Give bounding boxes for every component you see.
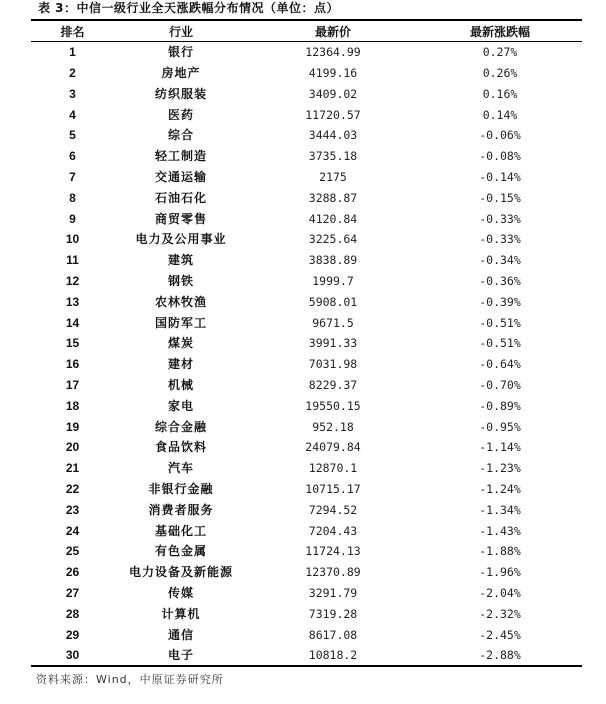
rank-cell: 10 bbox=[65, 232, 80, 247]
header-rank: 排名 bbox=[60, 25, 85, 39]
price-cell: 24079.84 bbox=[305, 440, 361, 455]
industry-cell: 建筑 bbox=[167, 253, 194, 268]
table-row bbox=[31, 146, 582, 167]
rank-cell: 21 bbox=[65, 461, 80, 476]
change-cell: 0.16% bbox=[482, 86, 518, 101]
change-cell: -1.14% bbox=[479, 440, 521, 455]
change-cell: -0.15% bbox=[479, 190, 521, 205]
table-row bbox=[31, 63, 582, 84]
price-cell: 3991.33 bbox=[308, 336, 358, 351]
industry-cell: 汽车 bbox=[167, 461, 194, 476]
price-cell: 5908.01 bbox=[308, 294, 358, 309]
rank-cell: 9 bbox=[69, 211, 76, 226]
rank-cell: 17 bbox=[65, 377, 80, 392]
change-cell: -1.96% bbox=[479, 565, 521, 580]
price-cell: 7319.28 bbox=[308, 606, 358, 621]
table-body bbox=[31, 42, 582, 666]
table-row bbox=[31, 625, 582, 646]
price-cell: 4120.84 bbox=[308, 211, 358, 226]
industry-cell: 通信 bbox=[167, 627, 194, 642]
price-cell: 2175 bbox=[319, 169, 347, 184]
table-row bbox=[31, 583, 582, 604]
price-cell: 3288.87 bbox=[308, 190, 358, 205]
table-row bbox=[31, 209, 582, 230]
industry-cell: 电子 bbox=[167, 648, 194, 663]
table-row bbox=[31, 645, 582, 666]
change-cell: -1.43% bbox=[479, 523, 521, 538]
industry-cell: 有色金属 bbox=[154, 544, 207, 559]
table-row bbox=[31, 167, 582, 188]
price-cell: 12870.1 bbox=[308, 461, 358, 476]
price-cell: 3838.89 bbox=[308, 253, 358, 268]
change-cell: -1.24% bbox=[479, 481, 521, 496]
top-rule bbox=[31, 19, 582, 21]
change-cell: -0.06% bbox=[479, 128, 521, 143]
industry-cell: 银行 bbox=[167, 45, 194, 60]
industry-cell: 建材 bbox=[167, 357, 194, 372]
change-cell: -0.36% bbox=[479, 273, 521, 288]
industry-cell: 基础化工 bbox=[154, 523, 207, 538]
industry-cell: 非银行金融 bbox=[148, 481, 214, 496]
industry-cell: 计算机 bbox=[161, 606, 201, 621]
rank-cell: 13 bbox=[65, 294, 80, 309]
table-row bbox=[31, 500, 582, 521]
rank-cell: 8 bbox=[69, 190, 76, 205]
table-row bbox=[31, 84, 582, 105]
table-row bbox=[31, 125, 582, 146]
table-row bbox=[31, 417, 582, 438]
rank-cell: 11 bbox=[66, 253, 79, 268]
price-cell: 3735.18 bbox=[308, 149, 358, 164]
rank-cell: 18 bbox=[65, 398, 80, 413]
rank-cell: 25 bbox=[65, 544, 80, 559]
industry-cell: 家电 bbox=[167, 398, 194, 413]
industry-cell: 食品饮料 bbox=[154, 440, 207, 455]
industry-cell: 综合 bbox=[167, 128, 194, 143]
header-industry: 行业 bbox=[168, 25, 193, 39]
rank-cell: 5 bbox=[69, 128, 76, 143]
price-cell: 952.18 bbox=[312, 419, 354, 434]
table-row bbox=[31, 604, 582, 625]
change-cell: -0.08% bbox=[479, 149, 521, 164]
price-cell: 8229.37 bbox=[308, 377, 358, 392]
industry-cell: 房地产 bbox=[161, 66, 201, 80]
price-cell: 8617.08 bbox=[308, 627, 358, 642]
price-cell: 3444.03 bbox=[308, 128, 358, 143]
industry-cell: 消费者服务 bbox=[148, 502, 214, 517]
price-cell: 10818.2 bbox=[308, 648, 358, 663]
change-cell: -0.51% bbox=[479, 315, 521, 330]
rank-cell: 14 bbox=[65, 315, 80, 330]
change-cell: -1.88% bbox=[479, 544, 521, 559]
change-cell: -0.51% bbox=[479, 336, 521, 351]
price-cell: 4199.16 bbox=[308, 66, 358, 80]
rank-cell: 29 bbox=[65, 627, 80, 642]
industry-cell: 交通运输 bbox=[154, 169, 207, 184]
rank-cell: 19 bbox=[65, 419, 80, 434]
rank-cell: 23 bbox=[65, 502, 80, 517]
industry-cell: 传媒 bbox=[167, 585, 194, 600]
price-cell: 10715.17 bbox=[305, 481, 361, 496]
change-cell: -0.89% bbox=[479, 398, 521, 413]
rank-cell: 30 bbox=[65, 648, 80, 663]
industry-cell: 煤炭 bbox=[167, 336, 194, 351]
change-cell: -2.04% bbox=[479, 585, 521, 600]
price-cell: 3291.79 bbox=[308, 585, 358, 600]
price-cell: 7204.43 bbox=[308, 523, 358, 538]
rank-cell: 16 bbox=[65, 357, 80, 372]
price-cell: 12364.99 bbox=[305, 45, 361, 60]
header-change: 最新涨跌幅 bbox=[469, 25, 530, 39]
industry-cell: 综合金融 bbox=[154, 419, 207, 434]
table-row bbox=[31, 188, 582, 209]
change-cell: -1.23% bbox=[479, 461, 521, 476]
industry-cell: 商贸零售 bbox=[154, 211, 207, 226]
change-cell: -0.39% bbox=[479, 294, 521, 309]
rank-cell: 27 bbox=[65, 585, 80, 600]
industry-cell: 纺织服装 bbox=[154, 86, 207, 101]
industry-cell: 钢铁 bbox=[167, 273, 194, 288]
price-cell: 3225.64 bbox=[308, 232, 358, 247]
price-cell: 19550.15 bbox=[305, 398, 361, 413]
rank-cell: 22 bbox=[65, 481, 80, 496]
table-title: 表 3：中信一级行业全天涨跌幅分布情况（单位：点） bbox=[38, 1, 340, 15]
price-cell: 11720.57 bbox=[305, 107, 361, 122]
price-cell: 7031.98 bbox=[308, 357, 358, 372]
table-row bbox=[31, 105, 582, 126]
table-row bbox=[31, 375, 582, 396]
table-row bbox=[31, 354, 582, 375]
industry-table bbox=[31, 22, 582, 666]
price-cell: 9671.5 bbox=[312, 315, 354, 330]
price-cell: 3409.02 bbox=[308, 86, 358, 101]
change-cell: -0.14% bbox=[479, 169, 521, 184]
change-cell: -0.33% bbox=[479, 211, 521, 226]
industry-cell: 电力设备及新能源 bbox=[128, 565, 233, 580]
change-cell: 0.14% bbox=[482, 107, 518, 122]
change-cell: -0.33% bbox=[479, 232, 521, 247]
table-row bbox=[31, 229, 582, 250]
industry-cell: 国防军工 bbox=[154, 315, 207, 330]
price-cell: 7294.52 bbox=[308, 502, 358, 517]
price-cell: 11724.13 bbox=[305, 544, 361, 559]
source-note: 资料来源：Wind，中原证券研究所 bbox=[36, 673, 224, 686]
table-row bbox=[31, 313, 582, 334]
table-row bbox=[31, 437, 582, 458]
table-row bbox=[31, 458, 582, 479]
industry-cell: 机械 bbox=[167, 377, 194, 392]
rank-cell: 24 bbox=[65, 523, 80, 538]
rank-cell: 6 bbox=[69, 149, 76, 164]
rank-cell: 15 bbox=[65, 336, 80, 351]
table-row bbox=[31, 271, 582, 292]
bottom-rule bbox=[31, 665, 582, 667]
header-price: 最新价 bbox=[314, 25, 351, 39]
change-cell: -0.34% bbox=[479, 253, 521, 268]
change-cell: -0.64% bbox=[479, 357, 521, 372]
industry-cell: 电力及公用事业 bbox=[135, 232, 227, 247]
table-row bbox=[31, 250, 582, 271]
table-row bbox=[31, 479, 582, 500]
rank-cell: 7 bbox=[69, 169, 76, 184]
table-row bbox=[31, 333, 582, 354]
rank-cell: 28 bbox=[65, 606, 80, 621]
change-cell: -0.95% bbox=[479, 419, 521, 434]
table-row bbox=[31, 521, 582, 542]
header-row bbox=[31, 22, 582, 42]
rank-cell: 2 bbox=[69, 66, 76, 80]
industry-cell: 医药 bbox=[167, 107, 194, 122]
rank-cell: 1 bbox=[69, 45, 76, 60]
table-row bbox=[31, 42, 582, 63]
rank-cell: 20 bbox=[65, 440, 80, 455]
table-row bbox=[31, 541, 582, 562]
rank-cell: 12 bbox=[65, 273, 80, 288]
change-cell: 0.27% bbox=[482, 45, 518, 60]
rank-cell: 26 bbox=[65, 565, 80, 580]
change-cell: -2.45% bbox=[479, 627, 521, 642]
table-row bbox=[31, 396, 582, 417]
industry-cell: 石油石化 bbox=[154, 190, 207, 205]
change-cell: -2.32% bbox=[479, 606, 521, 621]
change-cell: -0.70% bbox=[479, 377, 521, 392]
price-cell: 1999.7 bbox=[312, 273, 354, 288]
change-cell: -2.88% bbox=[479, 648, 521, 663]
table-row bbox=[31, 292, 582, 313]
industry-cell: 轻工制造 bbox=[154, 149, 207, 164]
industry-cell: 农林牧渔 bbox=[154, 294, 207, 309]
table-row bbox=[31, 562, 582, 583]
change-cell: -1.34% bbox=[479, 502, 521, 517]
change-cell: 0.26% bbox=[482, 66, 518, 80]
rank-cell: 4 bbox=[69, 107, 76, 122]
rank-cell: 3 bbox=[69, 86, 76, 101]
price-cell: 12370.89 bbox=[305, 565, 361, 580]
